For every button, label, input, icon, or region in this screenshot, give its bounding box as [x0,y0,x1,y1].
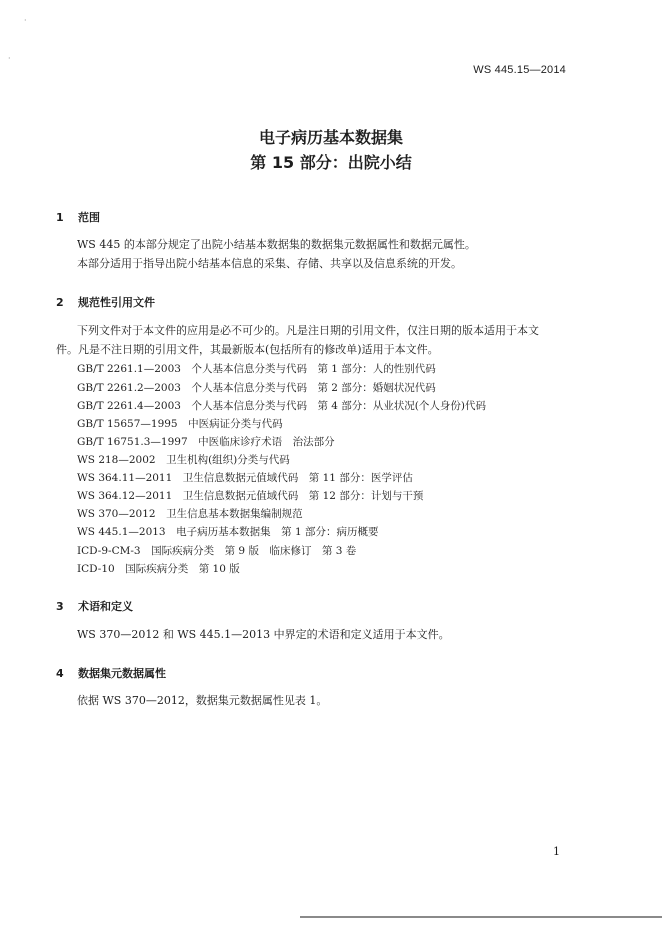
scan-edge-line [300,916,662,918]
paragraph: 本部分适用于指导出院小结基本信息的采集、存储、共享以及信息系统的开发。 [77,257,462,270]
section-number: 4 [56,667,64,680]
section-heading-scope [56,209,100,225]
section-title: 规范性引用文件 [78,296,155,309]
reference-item: WS 370—2012 卫生信息基本数据集编制规范 [77,508,303,520]
paragraph: 件。凡是不注日期的引用文件，其最新版本(包括所有的修改单)适用于本文件。 [56,343,439,356]
reference-item: WS 445.1—2013 电子病历基本数据集 第 1 部分：病历概要 [77,526,379,538]
section-title: 数据集元数据属性 [78,667,166,680]
section-title: 术语和定义 [78,600,133,613]
reference-item: GB/T 15657—1995 中医病证分类与代码 [77,418,283,430]
reference-item: GB/T 2261.4—2003 个人基本信息分类与代码 第 4 部分：从业状况(个人身份)代码 [77,400,486,412]
page-number: 1 [553,845,560,858]
section-number: 1 [56,211,64,224]
paragraph: WS 445 的本部分规定了出院小结基本数据集的数据集元数据属性和数据元属性。 [77,238,476,251]
section-title: 范围 [78,211,100,224]
reference-item: GB/T 2261.2—2003 个人基本信息分类与代码 第 2 部分：婚姻状况代码 [77,382,436,394]
paragraph: 下列文件对于本文件的应用是必不可少的。凡是注日期的引用文件，仅注日期的版本适用于本文 [77,324,539,337]
reference-item: WS 218—2002 卫生机构(组织)分类与代码 [77,454,290,466]
section-number: 2 [56,296,64,309]
reference-item: WS 364.12—2011 卫生信息数据元值域代码 第 12 部分：计划与干预 [77,490,424,502]
section-number: 3 [56,600,64,613]
document-subtitle: 第 15 部分：出院小结 [250,153,412,172]
reference-item: ICD-10 国际疾病分类 第 10 版 [77,563,240,575]
scan-speck: · [8,54,11,63]
section-heading-normative-references [56,294,155,310]
section-heading-dataset-metadata [56,665,166,681]
scan-speck: · [24,16,27,25]
section-heading-terms-definitions [56,598,133,614]
document-title: 电子病历基本数据集 [258,128,403,147]
standard-code: WS 445.15—2014 [473,64,566,76]
reference-item: GB/T 2261.1—2003 个人基本信息分类与代码 第 1 部分：人的性别代码 [77,363,436,375]
reference-item: WS 364.11—2011 卫生信息数据元值域代码 第 11 部分：医学评估 [77,472,413,484]
reference-item: ICD-9-CM-3 国际疾病分类 第 9 版 临床修订 第 3 卷 [77,545,357,557]
paragraph: WS 370—2012 和 WS 445.1—2013 中界定的术语和定义适用于本文件。 [77,628,450,641]
paragraph: 依据 WS 370—2012，数据集元数据属性见表 1。 [77,694,328,707]
reference-item: GB/T 16751.3—1997 中医临床诊疗术语 治法部分 [77,436,335,448]
